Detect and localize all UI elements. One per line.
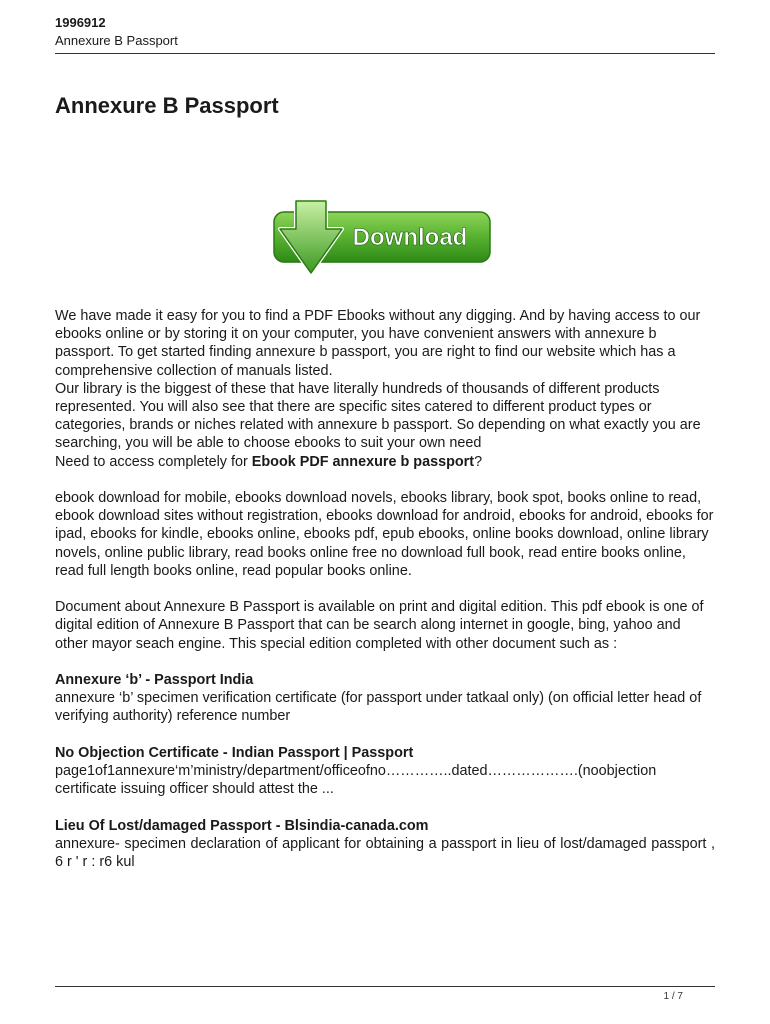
download-button[interactable] (272, 199, 492, 275)
footer-divider (55, 986, 715, 987)
document-body (55, 307, 715, 871)
keywords-paragraph: ebook download for mobile, ebooks download novels, ebooks library, book spot, books online to read, ebook download sites without registration, ebooks download for android, ebooks for android, ebooks for ipad, ebooks for kindle, ebooks online, ebooks pdf, epub ebooks, online books download, online library novels, online public library, read books online free no download full book, read entire books online, read full length books online, read popular books online. (55, 490, 714, 579)
related-title: No Objection Certificate - Indian Passport | Passport (55, 744, 414, 761)
related-title: Annexure ‘b’ - Passport India (55, 672, 254, 689)
related-text: annexure- specimen declaration of applicant for obtaining a passport in lieu of lost/damaged passport , 6 r ' r : r6 kul (55, 835, 715, 871)
page-title: Annexure B Passport (55, 93, 279, 118)
access-bold: Ebook PDF annexure b passport (251, 453, 475, 470)
download-label: Download (352, 224, 468, 251)
page-number: 1 / 7 (663, 991, 683, 1002)
access-line: Need to access completely for Ebook PDF annexure b passport? (55, 453, 483, 470)
header-title: Annexure B Passport (55, 33, 178, 48)
related-text: page1of1annexure‘m’ministry/department/officeofno…………..dated……………….(noobjection certificate issuing officer should attest the ... (55, 763, 657, 798)
library-paragraph: Our library is the biggest of these that have literally hundreds of thousands of different products represented. You will also see that there are specific sites catered to different product types or categories, brands or niches related with annexure b passport. So depending on what exactly you are searching, you will be able to choose ebooks to suit your own need (55, 380, 701, 452)
page-header (55, 14, 715, 50)
related-text: annexure ‘b’ specimen verification certificate (for passport under tatkaal only) (on official letter head of verifying authority) reference number (55, 690, 702, 725)
related-title: Lieu Of Lost/damaged Passport - Blsindia-canada.com (55, 817, 429, 834)
header-divider (55, 53, 715, 54)
intro-paragraph: We have made it easy for you to find a PDF Ebooks without any digging. And by having access to our ebooks online or by storing it on your computer, you have convenient answers with annexure b passport. To get started finding annexure b passport, you are right to find our website which has a comprehensive collection of manuals listed. (55, 308, 701, 379)
about-paragraph: Document about Annexure B Passport is available on print and digital edition. This pdf ebook is one of digital edition of Annexure B Passport that can be search along internet in google, bing, yahoo and other mayor seach engine. This special edition completed with other document such as : (55, 599, 704, 652)
document-id: 1996912 (55, 15, 106, 30)
